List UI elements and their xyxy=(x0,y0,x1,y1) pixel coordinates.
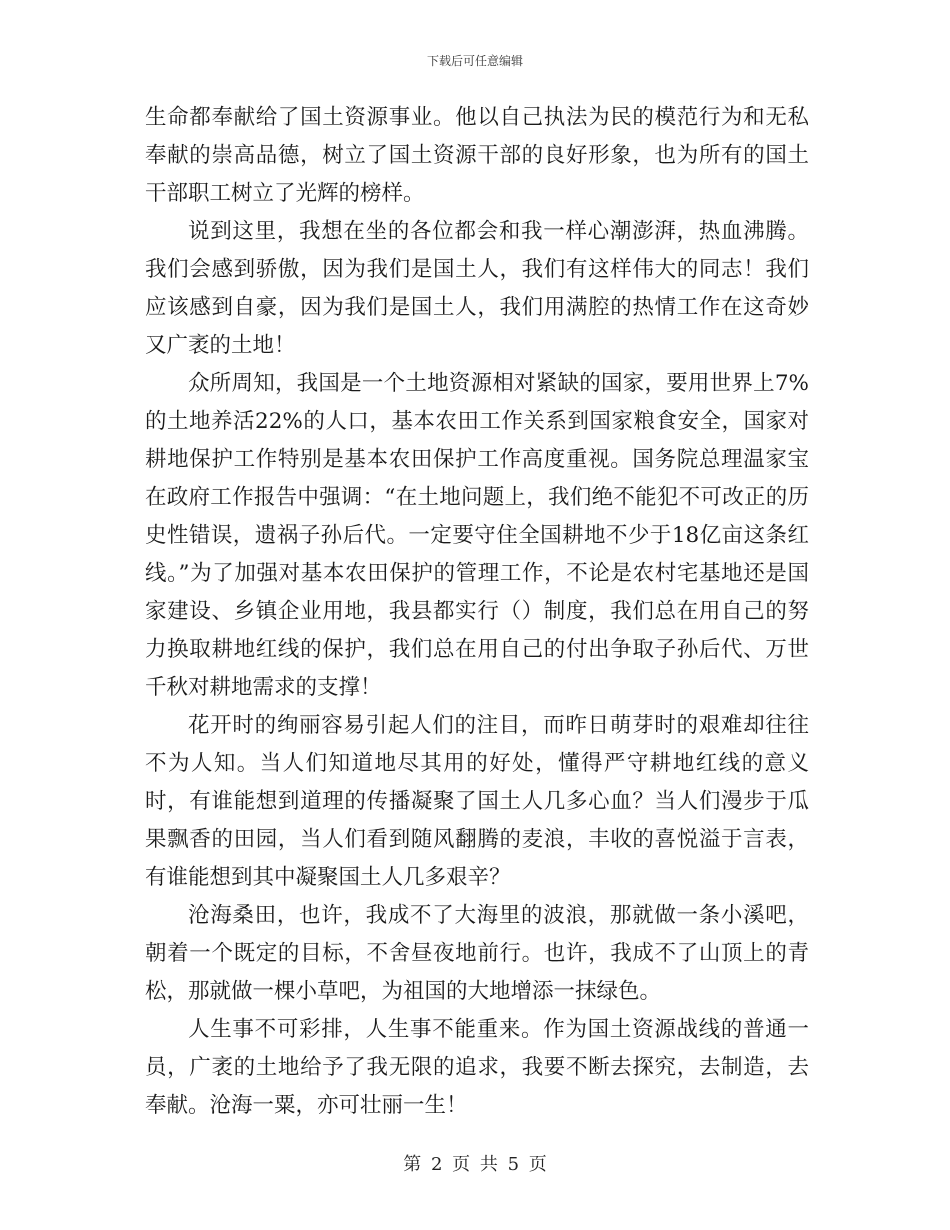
paragraph-continued: 生命都奉献给了国土资源事业。他以自己执法为民的模范行为和无私奉献的崇高品德，树立了国土资源干部的良好形象，也为所有的国土干部职工树立了光辉的榜样。 xyxy=(145,105,809,206)
paragraph: 说到这里，我想在坐的各位都会和我一样心潮澎湃，热血沸腾。我们会感到骄傲，因为我们是国土人，我们有这样伟大的同志！我们应该感到自豪，因为我们是国土人，我们用满腔的热情工作在这奇妙又广袤的土地！ xyxy=(145,219,809,358)
page-number-footer: 第 2 页 共 5 页 xyxy=(403,1154,547,1175)
paragraph: 人生事不可彩排，人生事不能重来。作为国土资源战线的普通一员，广袤的土地给予了我无限的追求，我要不断去探究，去制造，去奉献。沧海一粟，亦可壮丽一生！ xyxy=(145,1017,809,1118)
paragraph: 沧海桑田，也许，我成不了大海里的波浪，那就做一条小溪吧，朝着一个既定的目标，不舍昼夜地前行。也许，我成不了山顶上的青松，那就做一棵小草吧，为祖国的大地增添一抹绿色。 xyxy=(145,903,809,1004)
page-header: 下载后可任意编辑 xyxy=(426,54,523,68)
paragraph: 花开时的绚丽容易引起人们的注目，而昨日萌芽时的艰难却往往不为人知。当人们知道地尽其用的好处，懂得严守耕地红线的意义时，有谁能想到道理的传播凝聚了国土人几多心血？当人们漫步于瓜果飘香的田园，当人们看到随风翻腾的麦浪，丰收的喜悦溢于言表，有谁能想到其中凝聚国土人几多艰辛？ xyxy=(145,713,809,890)
paragraph: 众所周知，我国是一个土地资源相对紧缺的国家，要用世界上7%的土地养活22%的人口，基本农田工作关系到国家粮食安全，国家对耕地保护工作特别是基本农田保护工作高度重视。国务院总理温家宝在政府工作报告中强调：“在土地问题上，我们绝不能犯不可改正的历史性错误，遗祸子孙后代。一定要守住全国耕地不少于18亿亩这条红线。”为了加强对基本农田保护的管理工作，不论是农村宅基地还是国家建设、乡镇企业用地，我县都实行（）制度，我们总在用自己的努力换取耕地红线的保护，我们总在用自己的付出争取子孙后代、万世千秋对耕地需求的支撑！ xyxy=(145,371,809,700)
document-body xyxy=(145,99,809,1125)
